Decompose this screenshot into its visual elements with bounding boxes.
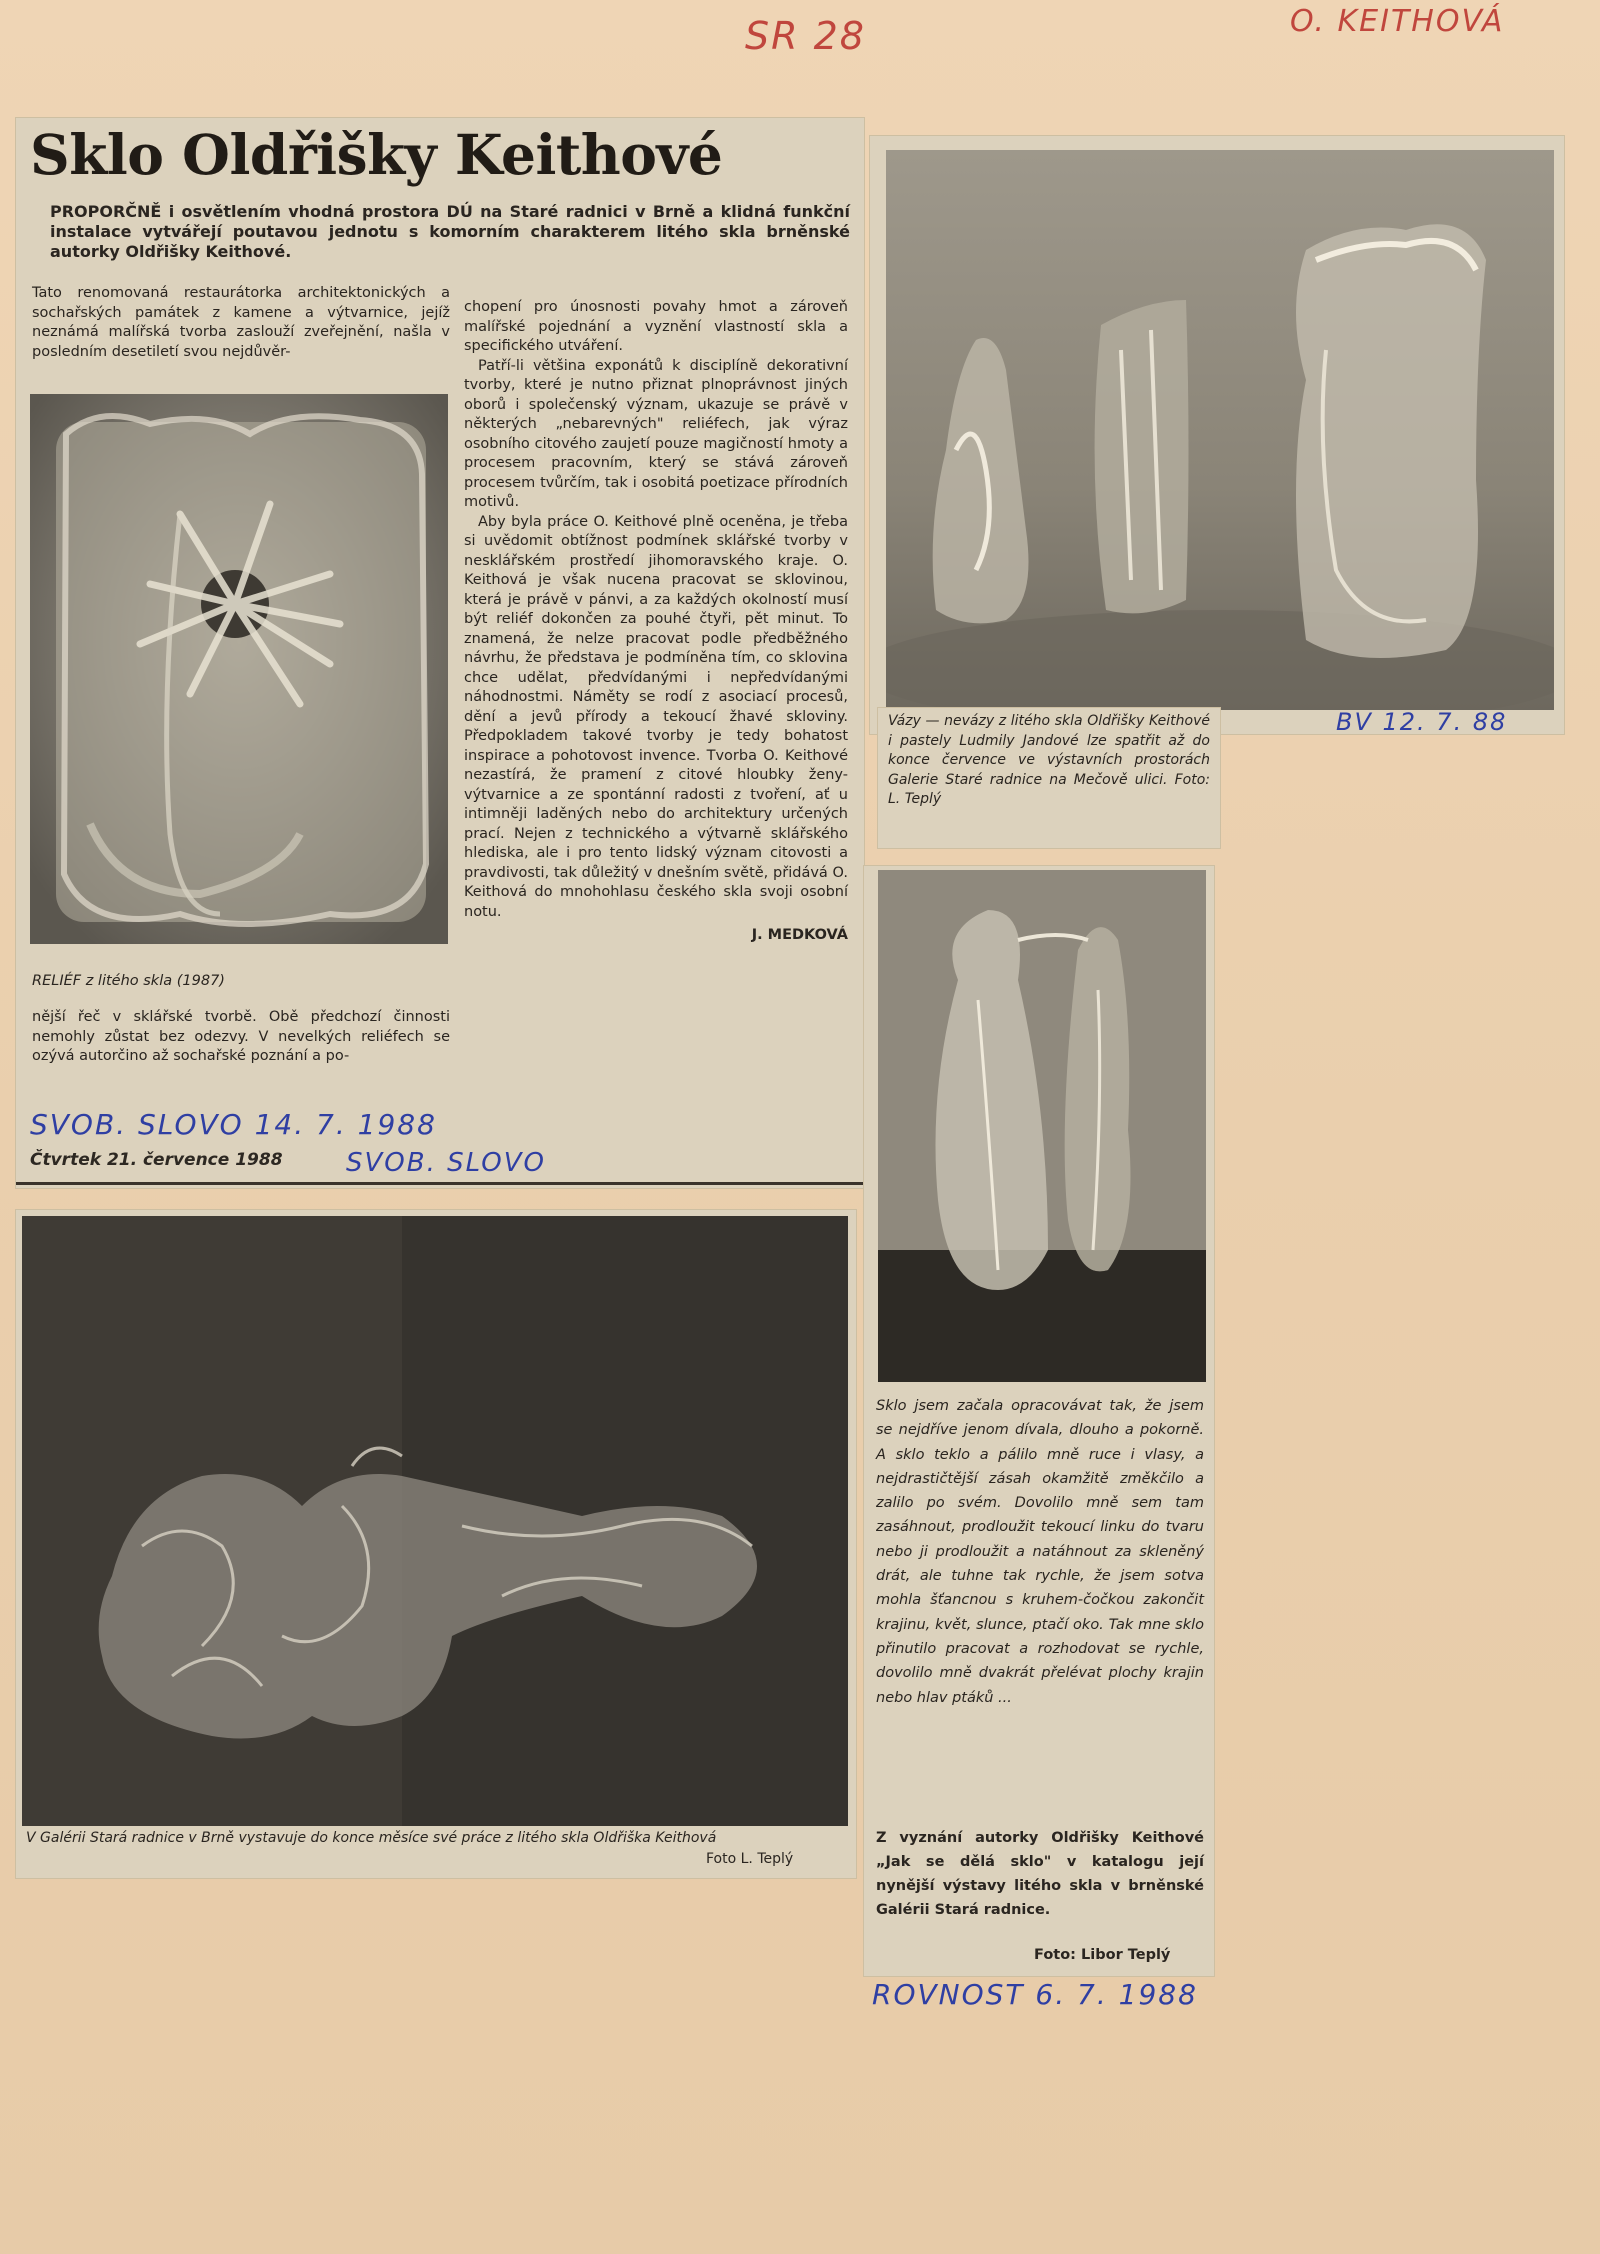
column-2-paragraph-2: Patří-li většina exponátů k disciplíně dekorativní tvorby, které je nutno přiznat plnoprávnost jiných oborů i společenský význam, ukazuje se právě v některých „nebarevných" reliéfech, jak výraz osobního citového zaujetí pouze magičností hmoty a procesem pracovním, který se stává zároveň procesem tvůrčím, tak i osobitá poetizace přírodních motivů. [464,357,848,510]
rovnost-date-annotation: ROVNOST 6. 7. 1988 [872,1978,1198,2011]
article-author: J. MEDKOVÁ [751,927,848,943]
glass-object-photo [22,1216,848,1826]
artist-quote: Sklo jsem začala opracovávat tak, že jsem se nejdříve jenom dívala, dlouho a pokorně. A sklo teklo a pálilo mně ruce i vlasy, a nejdrastičtější zásah okamžitě změkčilo a zalilo po svém. Dovolilo mně sem tam zasáhnout, prodloužit tekoucí linku do tvaru nebo ji prodloužit a natáhnout za skleněný drát, ale tuhne tak rychle, že jsem sotva mohla šťancnou s kruhem-čočkou zakončit krajinu, květ, slunce, ptačí oko. Tak mne sklo přinutilo pracovat a rozhodovat se rychle, dovolilo mně dvakrát přelévat plochy krajin nebo hlav ptáků ... [876,1398,1204,1706]
vases-caption: Vázy — nevázy z litého skla Oldřišky Keithové i pastely Ludmily Jandové lze spatřit až do konce července ve výstavních prostorách Galerie Staré radnice na Mečově ulici. Foto: L. Teplý [888,713,1210,807]
article-clipping [16,118,864,1188]
column-1-bottom: nější řeč v sklářské tvorbě. Obě předchozí činnosti nemohly zůstat bez odezvy. V nevelkých reliéfech se ozývá autorčino až sochařské poznání a po- [32,1009,450,1064]
vases-caption-box [878,708,1220,848]
column-1-top: Tato renomovaná restaurátorka architektonických a sochařských památek z kamene a výtvarnice, jejíž neznámá malířská tvorba zaslouží zveřejnění, našla v posledním desetiletí svou nejdůvěr- [32,285,450,360]
article-lead: PROPORČNĚ i osvětlením vhodná prostora DÚ na Staré radnici v Brně a klidná funkční instalace vytvářejí poutavou jednotu s komorním charakterem litého skla brněnské autorky Oldřišky Keithové. [50,202,850,261]
glass-figure-photo [878,870,1206,1382]
relief-photo-caption: RELIÉF z litého skla (1987) [32,973,225,989]
headline: Sklo Oldřišky Keithové [30,122,723,187]
gallery-caption: V Galérii Stará radnice v Brně vystavuje do konce měsíce své práce z litého skla Oldřiška Keithová [26,1830,717,1846]
column-2-paragraph-1: chopení pro únosnosti povahy hmot a zároveň malířské pojednání a vyznění vlastností skla a specifického utváření. [464,299,848,354]
glass-relief-image [30,394,448,944]
glass-figure-image [878,870,1206,1382]
bv-date-annotation: BV 12. 7. 88 [1336,708,1508,736]
figure-clipping [864,866,1214,1976]
glass-relief-photo [30,394,448,944]
artist-name-annotation: O. KEITHOVÁ [1290,4,1505,39]
clipping-bottom-rule [16,1182,864,1185]
glass-object-image [22,1216,848,1826]
gallery-clipping [16,1210,856,1878]
svoboda-slovo-tag-annotation: SVOB. SLOVO [346,1148,547,1178]
column-2 [464,298,848,946]
column-2-paragraph-3: Aby byla práce O. Keithové plně oceněna, je třeba si uvědomit obtížnost podmínek sklářské tvorby v nesklářském prostředí jihomoravského kraje. O. Keithová je však nucena pracovat se sklovinou, která je právě v pánvi, a za každých okolností musí být reliéf dokončen za pouhé čtyři, pět minut. To znamená, že nelze pracovat podle předběžného návrhu, že představa je podmíněna tím, co sklovina chce udělat, předvídanými i nepředvídanými náhodnostmi. Náměty se rodí z asociací procesů, dění a jevů přírody a tekoucí žhavé skloviny. Předpokladem takové tvorby je tedy bohatost inspirace a pohotovost invence. Tvorba O. Keithové nezastírá, že pramení z citové hloubky ženy-výtvarnice a ze spontánní radosti z tvoření, ať u intimněji laděných nebo do architektury určených prací. Nejen z technického a výtvarně sklářského hlediska, ale i pro tento lidský význam citovosti a pravdivosti, tak důležitý v dnešním světě, přidává O. Keithová do mnohohlasu českého skla svoji osobní notu. [464,513,848,920]
vases-clipping [870,136,1564,734]
vases-image [886,150,1554,710]
archive-code-annotation: SR 28 [745,14,866,58]
vases-photo [886,150,1554,710]
figure-photo-credit: Foto: Libor Teplý [1034,1947,1171,1963]
gallery-photo-credit: Foto L. Teplý [706,1851,794,1867]
quote-source: Z vyznání autorky Oldřišky Keithové „Jak se dělá sklo" v katalogu její nynější výstavy litého skla v brněnské Galérii Stará radnice. [876,1830,1204,1918]
svoboda-slovo-date-annotation: SVOB. SLOVO 14. 7. 1988 [30,1108,437,1141]
newspaper-dateline: Čtvrtek 21. července 1988 [30,1150,283,1170]
